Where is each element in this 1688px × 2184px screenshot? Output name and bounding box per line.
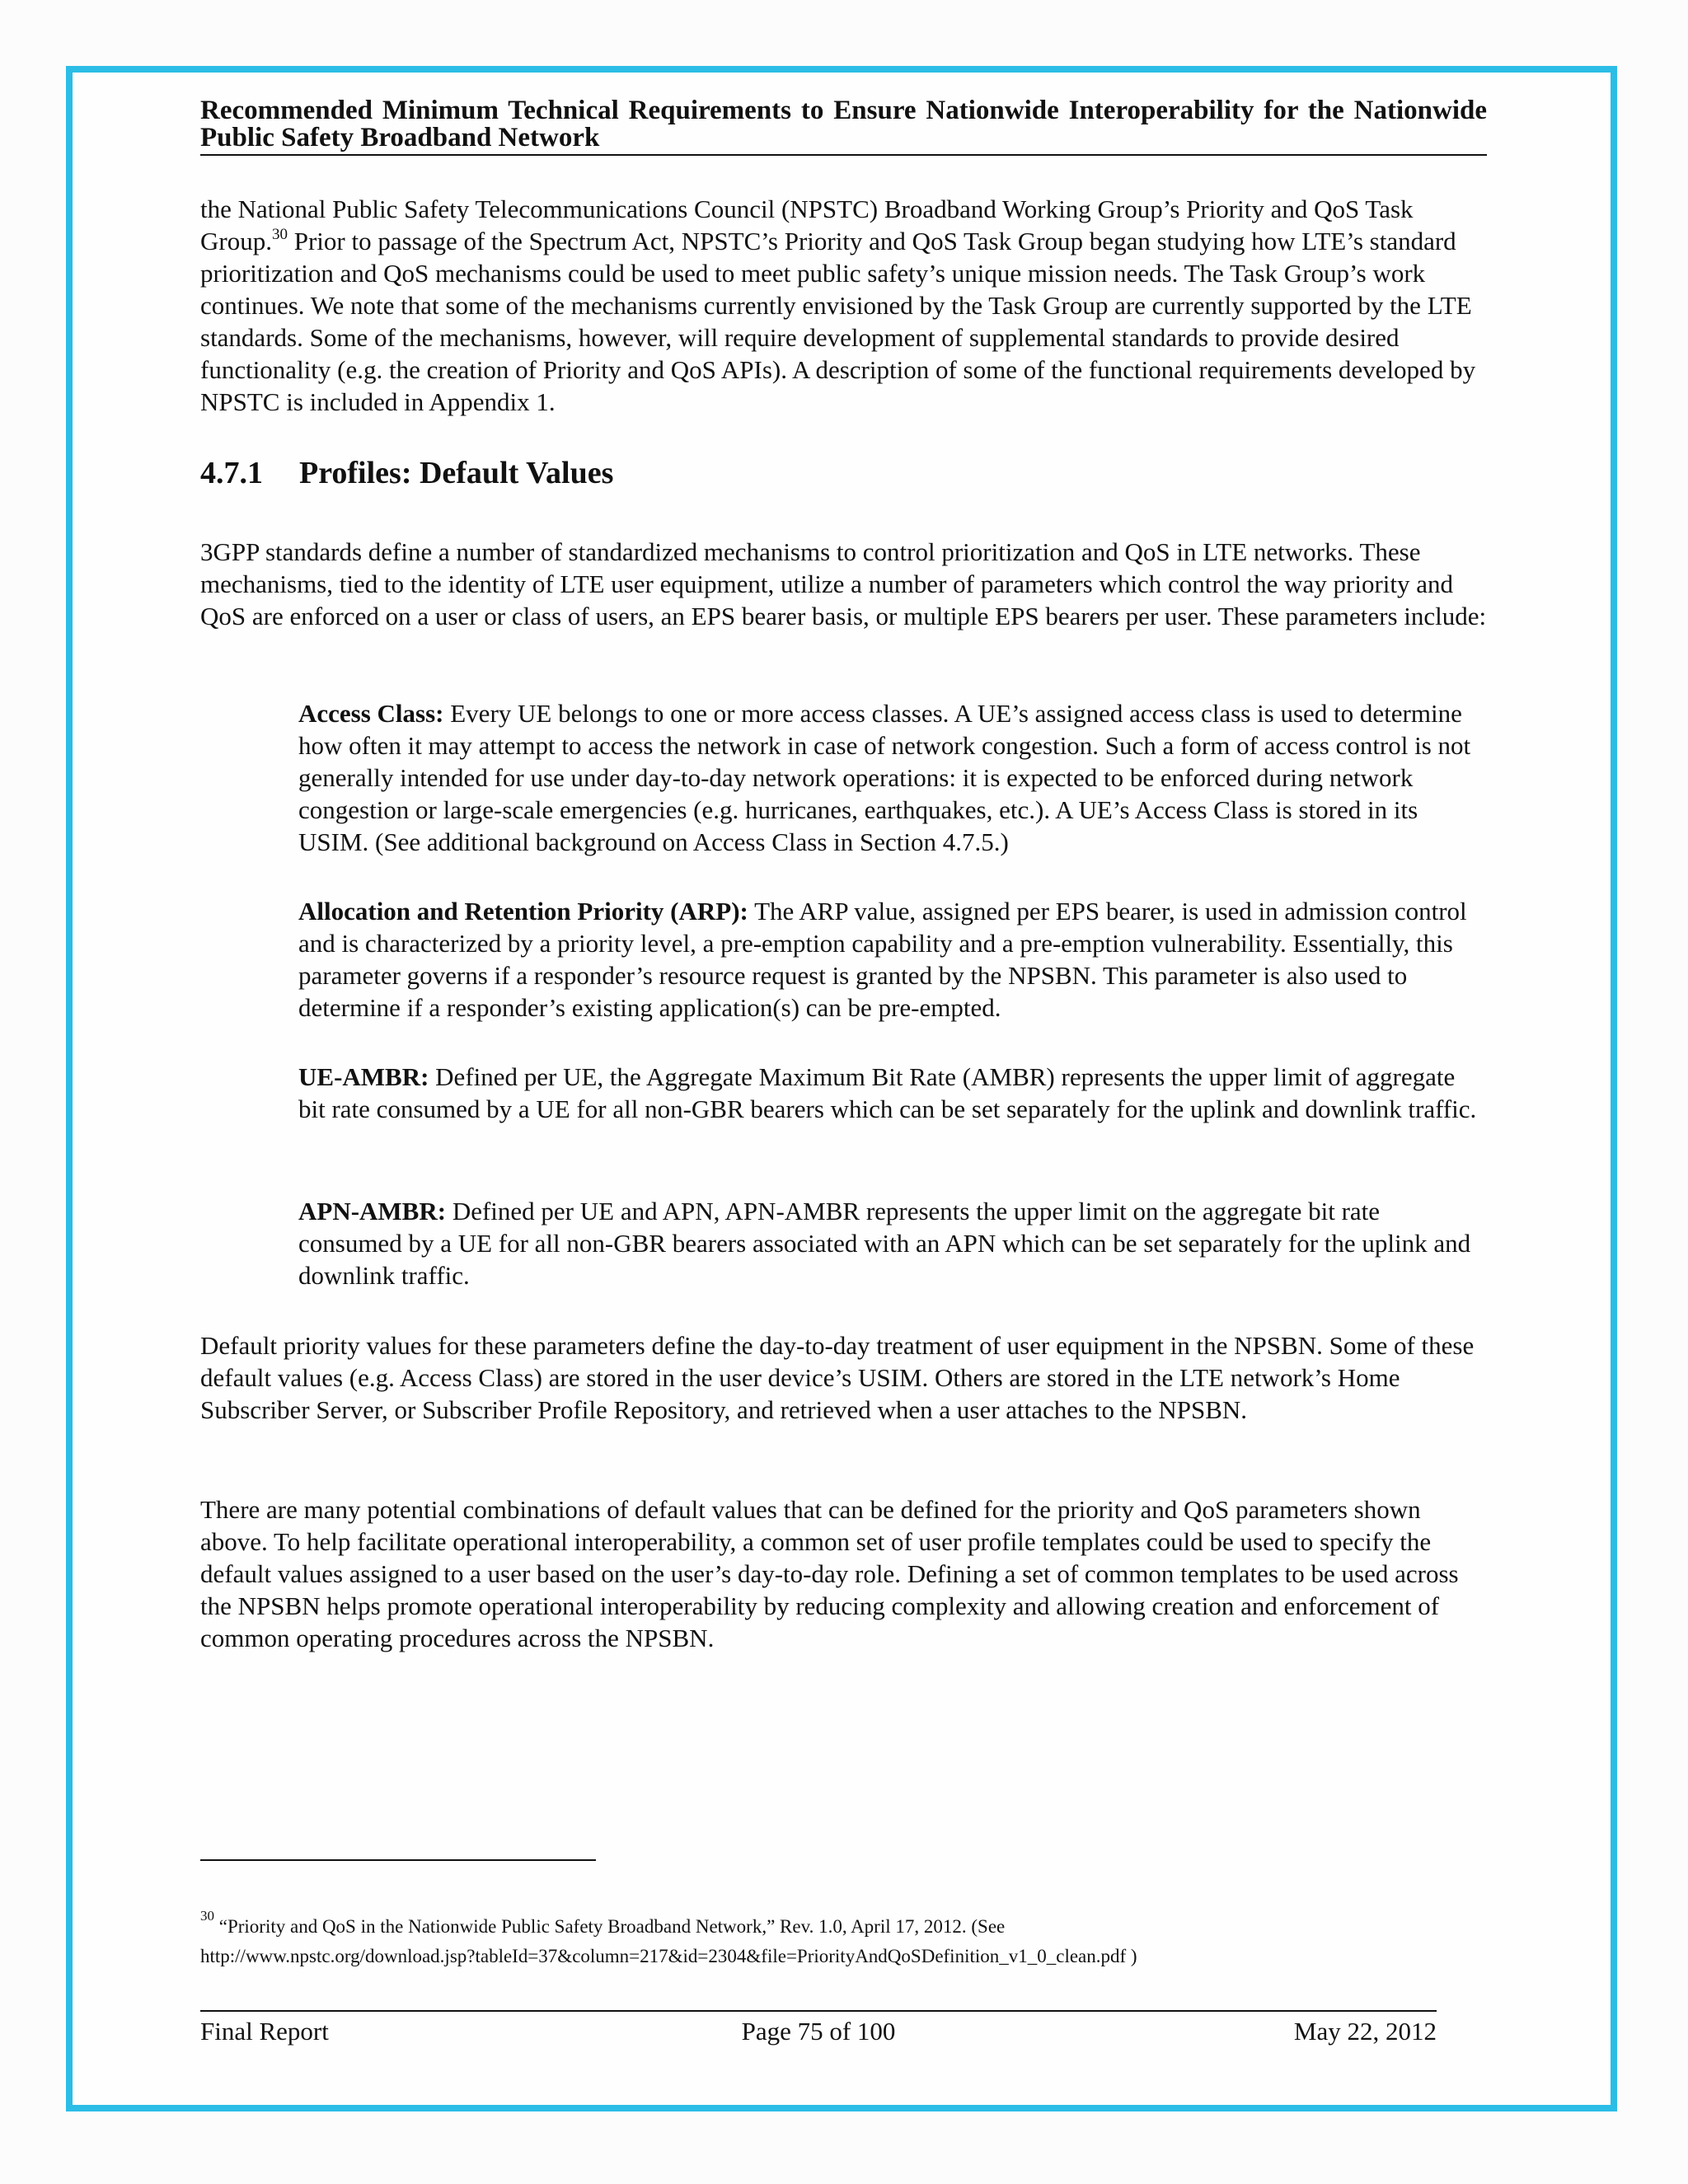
intro-text-before: the National Public Safety Telecommunications Council (NPSTC) Broadband Working Group’s Priority and QoS Task Group. bbox=[200, 194, 1414, 255]
parameter-arp bbox=[298, 895, 1487, 1024]
running-header: Recommended Minimum Technical Requirements to Ensure Nationwide Interoperability for the Nationwide Public Safety Broadband Network bbox=[200, 96, 1487, 152]
paragraph-default-values: Default priority values for these parameters define the day-to-day treatment of user equipment in the NPSBN. Some of these default values (e.g. Access Class) are stored in the user device’s USIM. Others are stored in the LTE network’s Home Subscriber Server, or Subscriber Profile Repository, and retrieved when a user attaches to the NPSBN. bbox=[200, 1331, 1475, 1424]
parameter-description: The ARP value, assigned per EPS bearer, is used in admission control and is characterized by a priority level, a pre-emption capability and a pre-emption vulnerability. Essentially, this parameter governs if a responder’s resource request is granted by the NPSBN. This parameter is also used to determine if a responder’s existing application(s) can be pre-empted. bbox=[298, 897, 1467, 1022]
footnote-url[interactable]: http://www.npstc.org/download.jsp?tableId=37&column=217&id=2304&file=PriorityAndQoSDefinition_v1_0_clean.pdf ) bbox=[200, 1946, 1137, 1966]
footer-rule bbox=[200, 2010, 1437, 2012]
parameter-term: Allocation and Retention Priority (ARP): bbox=[298, 897, 748, 926]
parameter-term: UE-AMBR: bbox=[298, 1062, 429, 1091]
paragraph-standards: 3GPP standards define a number of standardized mechanisms to control prioritization and QoS in LTE networks. These mechanisms, tied to the identity of LTE user equipment, utilize a number of parameters which control the way priority and QoS are enforced on a user or class of users, an EPS bearer basis, or multiple EPS bearers per user. These parameters include: bbox=[200, 537, 1487, 630]
parameter-access-class bbox=[298, 697, 1487, 858]
parameter-description: Defined per UE and APN, APN-AMBR represents the upper limit on the aggregate bit rate consumed by a UE for all non-GBR bearers associated with an APN which can be set separately for the uplink and downlink traffic. bbox=[298, 1197, 1471, 1290]
footer-page-number: Page 75 of 100 bbox=[741, 2017, 896, 2046]
section-number: 4.7.1 bbox=[200, 456, 263, 490]
footer-report-label: Final Report bbox=[200, 2017, 329, 2046]
parameter-description: Every UE belongs to one or more access classes. A UE’s assigned access class is used to determine how often it may attempt to access the network in case of network congestion. Such a form of access control is not generally intended for use under day-to-day network operations: it is expected to be enforced during network congestion or large-scale emergencies (e.g. hurricanes, earthquakes, etc.). A UE’s Access Class is stored in its USIM. (See additional background on Access Class in Section 4.7.5.) bbox=[298, 699, 1471, 856]
parameter-ue-ambr bbox=[298, 1061, 1487, 1125]
section-heading bbox=[200, 455, 613, 491]
parameter-term: APN-AMBR: bbox=[298, 1197, 447, 1226]
footnote bbox=[200, 1908, 1487, 1971]
section-title: Profiles: Default Values bbox=[299, 456, 614, 490]
footnote-number: 30 bbox=[200, 1908, 214, 1924]
footnote-text: “Priority and QoS in the Nationwide Public Safety Broadband Network,” Rev. 1.0, April 17, 2012. (See bbox=[214, 1916, 1006, 1937]
intro-text-after: Prior to passage of the Spectrum Act, NPSTC’s Priority and QoS Task Group began studying how LTE’s standard prioritization and QoS mechanisms could be used to meet public safety’s unique mission needs. The Task Group’s work continues. We note that some of the mechanisms currently envisioned by the Task Group are currently supported by the LTE standards. Some of the mechanisms, however, will require development of supplemental standards to provide desired functionality (e.g. the creation of Priority and QoS APIs). A description of some of the functional requirements developed by NPSTC is included in Appendix 1. bbox=[200, 227, 1476, 416]
footer-date: May 22, 2012 bbox=[1293, 2017, 1437, 2046]
paragraph-combinations: There are many potential combinations of default values that can be defined for the priority and QoS parameters shown above. To help facilitate operational interoperability, a common set of user profile templates could be used to specify the default values assigned to a user based on the user’s day-to-day role. Defining a set of common templates to be used across the NPSBN helps promote operational interoperability by reducing complexity and allowing creation and enforcement of common operating procedures across the NPSBN. bbox=[200, 1495, 1459, 1652]
parameter-description: Defined per UE, the Aggregate Maximum Bit Rate (AMBR) represents the upper limit of aggregate bit rate consumed by a UE for all non-GBR bearers which can be set separately for the uplink and downlink traffic. bbox=[298, 1062, 1477, 1123]
parameter-apn-ambr bbox=[298, 1195, 1487, 1291]
footnote-reference[interactable]: 30 bbox=[271, 225, 288, 243]
footnote-rule bbox=[200, 1859, 596, 1861]
parameter-term: Access Class: bbox=[298, 699, 444, 728]
intro-paragraph bbox=[200, 193, 1487, 418]
header-rule bbox=[200, 154, 1487, 156]
